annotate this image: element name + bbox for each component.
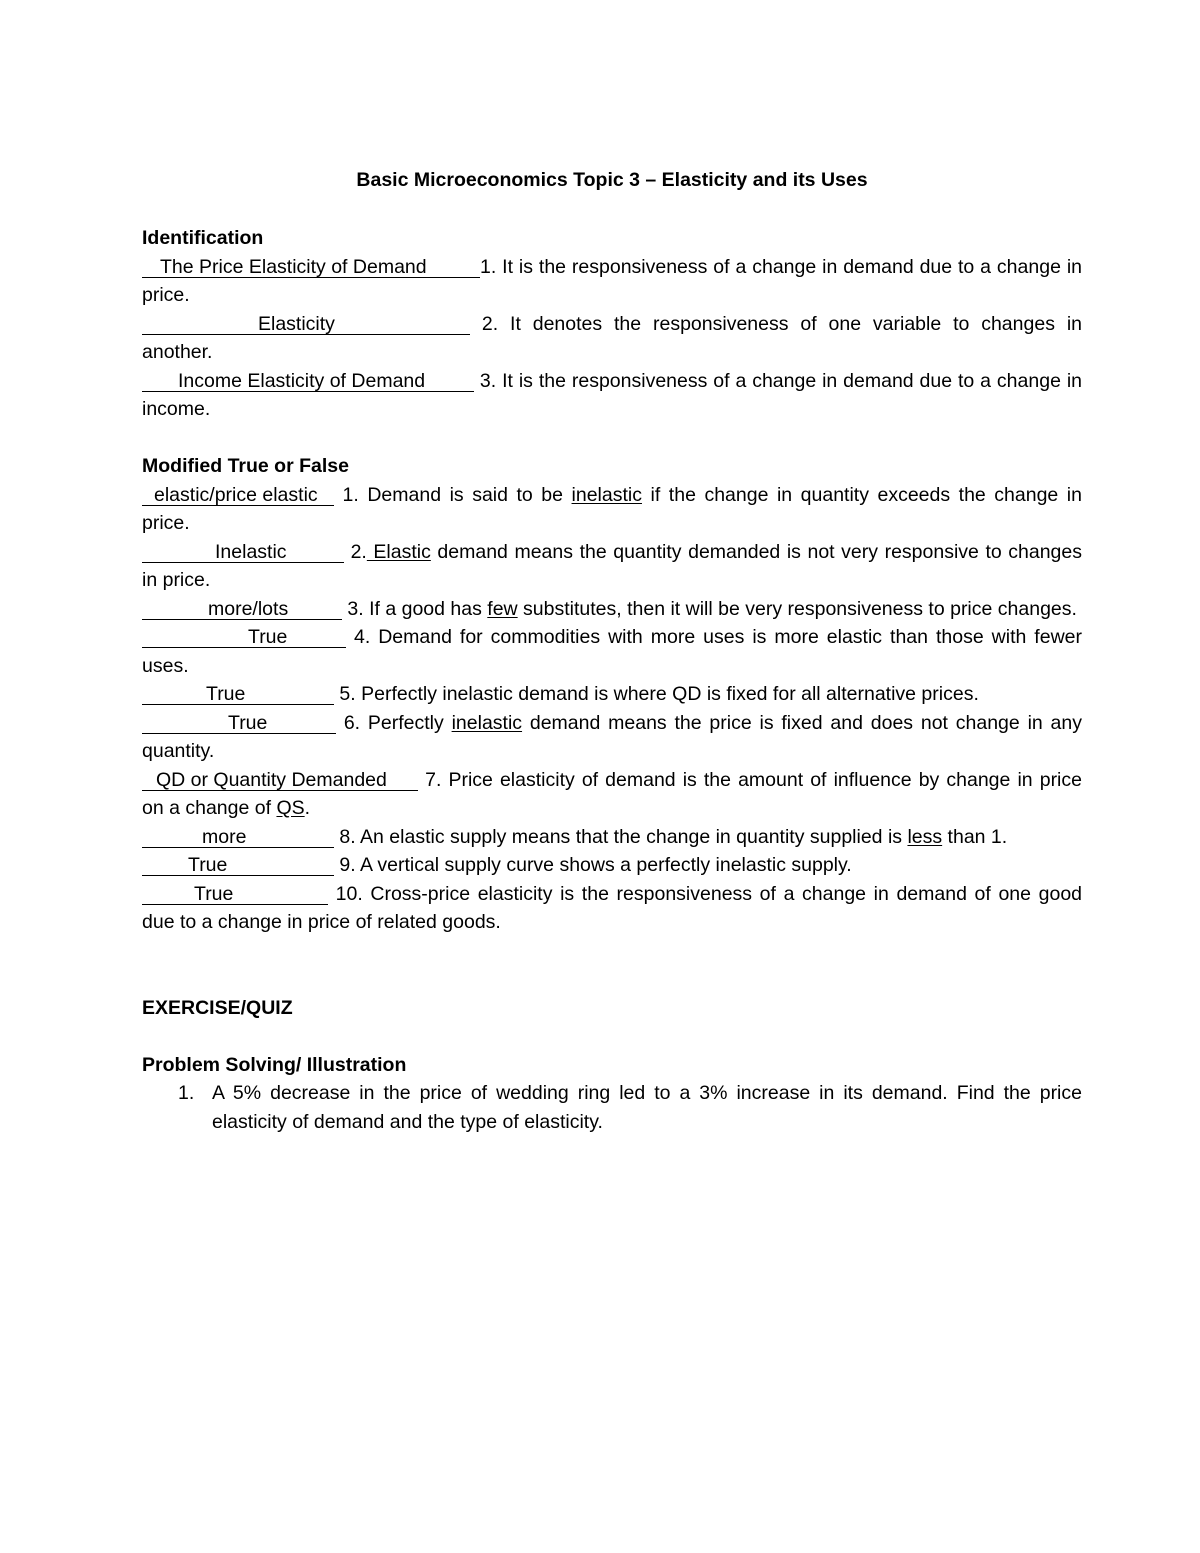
question-text: 5. Perfectly inelastic demand is where QD is fixed for all alternative prices.: [339, 683, 979, 705]
answer-blank: True: [142, 683, 334, 705]
answer-blank: True: [142, 883, 328, 905]
tf-item-2: [142, 538, 1082, 595]
true-false-heading: Modified True or False: [142, 455, 349, 477]
tf-item-10: [142, 880, 1082, 937]
question-text: 1. Demand is said to be: [342, 483, 572, 506]
question-text-end: .: [304, 797, 311, 819]
question-text: 6. Perfectly: [343, 711, 452, 734]
underlined-term: Elastic: [366, 540, 431, 563]
underlined-term: inelastic: [571, 483, 642, 506]
document-page: [142, 166, 1082, 1136]
identification-item-3: [142, 367, 1082, 424]
tf-item-1: [142, 481, 1082, 538]
question-text: 2.: [350, 540, 367, 563]
answer-blank: Inelastic: [142, 541, 344, 563]
tf-item-9: [142, 851, 1082, 880]
underlined-term: few: [487, 597, 518, 620]
question-text: 2. It denotes the responsiveness of one variable to changes in another.: [142, 312, 1082, 363]
question-text: 4. Demand for commodities with more uses is more elastic than those with fewer uses.: [142, 626, 1082, 677]
tf-item-6: [142, 709, 1082, 766]
answer-blank: True: [142, 626, 346, 648]
question-text: 9. A vertical supply curve shows a perfectly inelastic supply.: [339, 854, 852, 876]
tf-item-4: [142, 623, 1082, 680]
answer-blank: Elasticity: [142, 313, 470, 335]
underlined-term: less: [907, 825, 943, 848]
answer-blank: True: [142, 712, 336, 734]
question-text: 10. Cross-price elasticity is the responsiveness of a change in demand of one good due to a change in price of related goods.: [142, 882, 1083, 933]
problem-list: [142, 1079, 1082, 1136]
question-text-end: substitutes, then it will be very responsiveness to price changes.: [517, 597, 1077, 620]
answer-blank: more: [142, 826, 334, 848]
underlined-term: QS: [276, 797, 305, 819]
problem-number: 1.: [178, 1082, 195, 1104]
question-text: 8. An elastic supply means that the change in quantity supplied is: [339, 825, 908, 848]
answer-blank: elastic/price elastic: [142, 484, 334, 506]
identification-item-1: [142, 253, 1082, 310]
tf-item-7: [142, 766, 1082, 823]
question-text-end: if the change in quantity exceeds the change in price.: [142, 483, 1082, 534]
answer-blank: QD or Quantity Demanded: [142, 769, 418, 791]
question-text-end: demand means the quantity demanded is not very responsive to changes in price.: [142, 540, 1082, 591]
tf-item-5: [142, 680, 1082, 709]
exercise-heading: EXERCISE/QUIZ: [142, 996, 293, 1019]
answer-blank: True: [142, 854, 334, 876]
answer-blank: more/lots: [142, 598, 342, 620]
question-text-end: demand means the price is fixed and does not change in any quantity.: [142, 711, 1082, 762]
answer-blank: The Price Elasticity of Demand: [142, 256, 480, 278]
identification-heading: Identification: [142, 227, 264, 249]
question-text: 3. It is the responsiveness of a change in demand due to a change in income.: [142, 369, 1082, 420]
underlined-term: inelastic: [451, 711, 523, 734]
problem-text: A 5% decrease in the price of wedding ring led to a 3% increase in its demand. Find the price elasticity of demand and the type of elasticity.: [212, 1082, 1082, 1133]
identification-item-2: [142, 310, 1082, 367]
question-text: 3. If a good has: [347, 597, 488, 620]
tf-item-3: [142, 595, 1082, 624]
tf-item-8: [142, 823, 1082, 852]
problem-item-1: [142, 1079, 1082, 1136]
question-text: 7. Price elasticity of demand is the amount of influence by change in price on a change of: [142, 768, 1082, 819]
document-title: Basic Microeconomics Topic 3 – Elasticity and its Uses: [356, 169, 868, 191]
question-text: 1. It is the responsiveness of a change in demand due to a change in price.: [142, 255, 1082, 306]
answer-blank: Income Elasticity of Demand: [142, 370, 474, 392]
problem-solving-heading: Problem Solving/ Illustration: [142, 1053, 407, 1076]
question-text-end: than 1.: [942, 825, 1008, 848]
